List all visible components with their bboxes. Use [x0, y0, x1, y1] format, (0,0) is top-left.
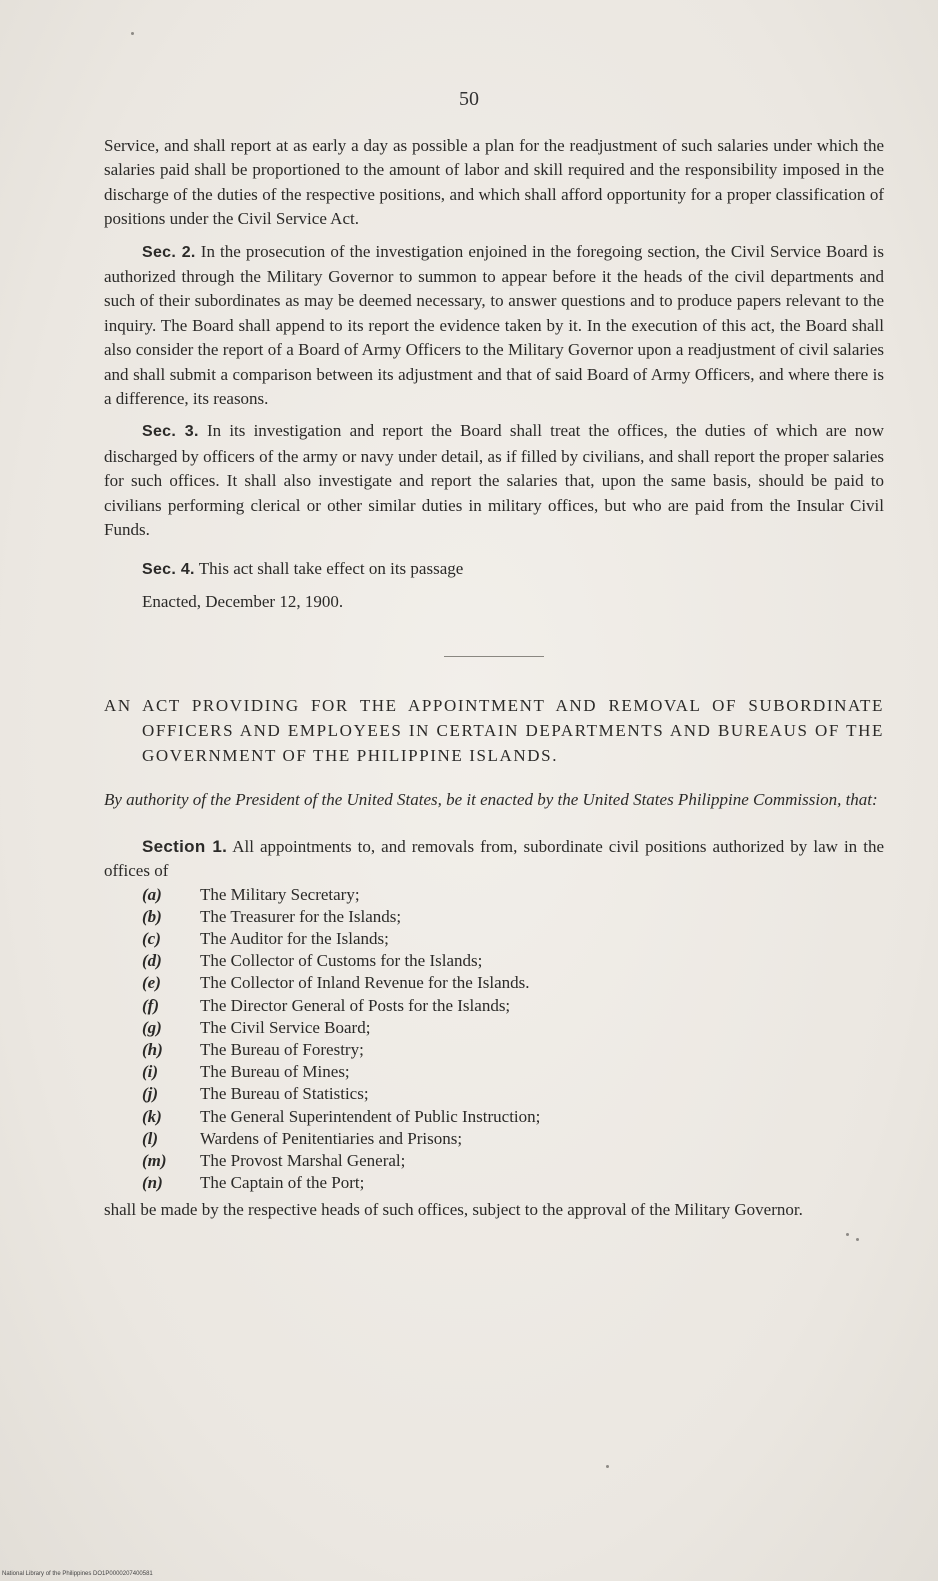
office-name: The Director General of Posts for the Islands; [200, 995, 511, 1015]
office-letter: (l) [142, 1128, 159, 1148]
office-list-item [142, 1083, 884, 1105]
office-name: The Captain of the Port; [200, 1173, 365, 1193]
closing-paragraph: shall be made by the respective heads of such offices, subject to the approval of the Military Governor. [104, 1200, 803, 1220]
section-1-label: Section 1. [142, 836, 228, 856]
office-letter: (m) [142, 1150, 167, 1170]
page-number: 50 [459, 88, 479, 110]
scan-speck [606, 1465, 609, 1468]
section-2-label: Sec. 2. [142, 243, 196, 261]
office-list-item [142, 1172, 884, 1194]
office-letter: (g) [142, 1017, 162, 1037]
office-letter: (b) [142, 906, 162, 926]
office-list-item [142, 1017, 884, 1039]
section-3-text: In its investigation and report the Board shall treat the offices, the duties of which are now discharged by officers of the army or navy under detail, as if filled by civilians, and shall report the proper salaries for such offices. It shall also investigate and report the salaries that, upon the same basis, should be paid to civilians performing clerical or other similar duties in military offices, but who are paid from the Insular Civil Funds. [104, 421, 884, 540]
office-list-item [142, 972, 884, 994]
scan-speck [131, 32, 134, 35]
office-name: The Bureau of Forestry; [200, 1039, 364, 1059]
scan-speck [856, 1238, 859, 1241]
office-name: The Collector of Customs for the Islands; [200, 951, 483, 971]
office-name: The Bureau of Statistics; [200, 1084, 369, 1104]
section-1-paragraph [104, 835, 884, 884]
section-3-paragraph [104, 419, 884, 542]
office-list-item [142, 1106, 884, 1128]
office-list-item [142, 1128, 884, 1150]
office-letter: (f) [142, 995, 159, 1015]
office-letter: (c) [142, 928, 161, 948]
office-name: The Military Secretary; [200, 884, 360, 904]
office-name: The Civil Service Board; [200, 1017, 371, 1037]
office-list-item [142, 950, 884, 972]
office-list-item [142, 1061, 884, 1083]
office-letter: (a) [142, 884, 162, 904]
office-letter: (e) [142, 973, 161, 993]
office-letter: (d) [142, 951, 162, 971]
office-list-item [142, 928, 884, 950]
office-list [104, 884, 884, 1195]
page-body [104, 134, 884, 1223]
scan-footer: National Library of the Philippines DO1P0000207400581 [2, 1571, 153, 1577]
office-name: The Treasurer for the Islands; [200, 906, 402, 926]
office-name: The Collector of Inland Revenue for the Islands. [200, 973, 530, 993]
section-4-label: Sec. 4. [142, 560, 195, 578]
office-list-item [142, 995, 884, 1017]
office-list-item [142, 1039, 884, 1061]
section-4-paragraph [104, 557, 884, 582]
enacting-clause: By authority of the President of the United States, be it enacted by the United States Philippine Commission, that: [104, 790, 878, 810]
office-list-item [142, 884, 884, 906]
section-2-paragraph [104, 240, 884, 412]
enacted-date: Enacted, December 12, 1900. [142, 591, 344, 611]
office-name: The Auditor for the Islands; [200, 928, 389, 948]
office-list-item [142, 906, 884, 928]
office-letter: (k) [142, 1106, 162, 1126]
office-letter: (i) [142, 1062, 159, 1082]
intro-paragraph: Service, and shall report at as early a day as possible a plan for the readjustment of such salaries under which the salaries paid shall be proportioned to the amount of labor and skill required and the responsibility imposed in the discharge of the duties of the respective positions, and which shall afford opportunity for a proper classification of positions under the Civil Service Act. [104, 136, 884, 229]
office-list-item [142, 1150, 884, 1172]
section-3-label: Sec. 3. [142, 423, 199, 441]
section-1-text: All appointments to, and removals from, subordinate civil positions authorized by law in the offices of [104, 836, 884, 881]
office-letter: (h) [142, 1039, 163, 1059]
section-4-text: This act shall take effect on its passage [198, 558, 464, 578]
scan-speck [846, 1233, 849, 1236]
section-2-text: In the prosecution of the investigation enjoined in the foregoing section, the Civil Service Board is authorized through the Military Governor to summon to appear before it the heads of the civil departments and such of their subordinates as may be deemed necessary, to answer questions and to produce papers relevant to the inquiry. The Board shall append to its report the evidence taken by it. In the execution of this act, the Board shall also consider the report of a Board of Army Officers to the Military Governor upon a readjustment of civil salaries and shall submit a comparison between its adjustment and that of said Board of Army Officers, and where there is a difference, its reasons. [104, 241, 885, 409]
office-name: Wardens of Penitentiaries and Prisons; [200, 1128, 463, 1148]
office-letter: (n) [142, 1173, 163, 1193]
act-title: AN ACT PROVIDING FOR THE APPOINTMENT AND REMOVAL OF SUBORDINATE OFFICERS AND EMPLOYEES IN CERTAIN DEPARTMENTS AND BUREAUS OF THE GOVERNMENT OF THE PHILIPPINE ISLANDS. [104, 696, 884, 766]
office-name: The General Superintendent of Public Instruction; [200, 1106, 541, 1126]
office-letter: (j) [142, 1084, 159, 1104]
section-divider [444, 656, 544, 657]
office-name: The Bureau of Mines; [200, 1062, 350, 1082]
office-name: The Provost Marshal General; [200, 1150, 406, 1170]
